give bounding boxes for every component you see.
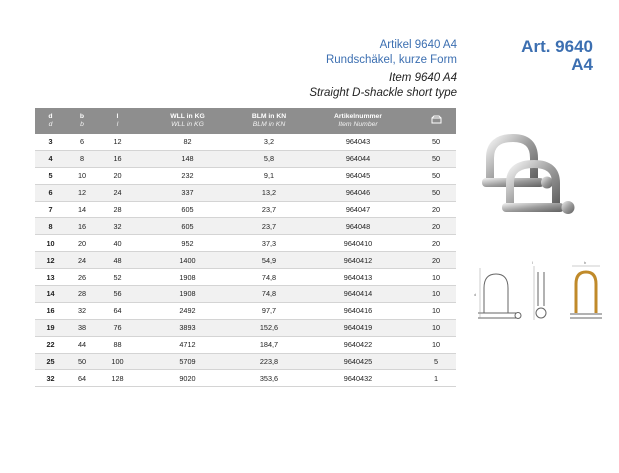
article-grade: A4 [571, 55, 593, 74]
d-shackle-photo-icon [468, 128, 588, 223]
cell-wll: 232 [137, 167, 238, 184]
cell-item-number: 9640432 [300, 370, 416, 387]
cell-item-number: 964044 [300, 150, 416, 167]
cell-package-qty: 20 [416, 235, 456, 252]
cell-l: 32 [98, 218, 137, 235]
table-header-row [35, 108, 456, 134]
col-header-b: b b [66, 108, 98, 134]
table-row [35, 218, 456, 235]
cell-package-qty: 50 [416, 134, 456, 150]
cell-l: 20 [98, 167, 137, 184]
cell-blm: 23,7 [238, 201, 300, 218]
cell-package-qty: 10 [416, 286, 456, 303]
cell-item-number: 964046 [300, 184, 416, 201]
technical-drawing-icon [466, 258, 606, 338]
cell-b: 10 [66, 167, 98, 184]
cell-package-qty: 10 [416, 302, 456, 319]
cell-d: 32 [35, 370, 66, 387]
cell-l: 48 [98, 252, 137, 269]
cell-b: 24 [66, 252, 98, 269]
cell-blm: 37,3 [238, 235, 300, 252]
cell-blm: 223,8 [238, 353, 300, 370]
cell-d: 5 [35, 167, 66, 184]
cell-blm: 152,6 [238, 319, 300, 336]
cell-wll: 148 [137, 150, 238, 167]
cell-d: 6 [35, 184, 66, 201]
cell-blm: 74,8 [238, 286, 300, 303]
table-row [35, 201, 456, 218]
table-row [35, 319, 456, 336]
cell-blm: 23,7 [238, 218, 300, 235]
cell-item-number: 9640412 [300, 252, 416, 269]
col-header-blm: BLM in KN BLM in KN [238, 108, 300, 134]
cell-item-number: 9640422 [300, 336, 416, 353]
cell-b: 38 [66, 319, 98, 336]
cell-l: 12 [98, 134, 137, 150]
cell-package-qty: 20 [416, 218, 456, 235]
col-header-package [416, 108, 456, 134]
cell-wll: 4712 [137, 336, 238, 353]
col-header-item-number: Artikelnummer Item Number [300, 108, 416, 134]
cell-package-qty: 5 [416, 353, 456, 370]
table-row [35, 269, 456, 286]
table-row [35, 235, 456, 252]
cell-package-qty: 1 [416, 370, 456, 387]
cell-package-qty: 50 [416, 150, 456, 167]
cell-wll: 337 [137, 184, 238, 201]
cell-blm: 3,2 [238, 134, 300, 150]
cell-blm: 54,9 [238, 252, 300, 269]
cell-d: 13 [35, 269, 66, 286]
cell-item-number: 964045 [300, 167, 416, 184]
table-row [35, 336, 456, 353]
cell-blm: 13,2 [238, 184, 300, 201]
cell-item-number: 964047 [300, 201, 416, 218]
table-row [35, 353, 456, 370]
cell-d: 16 [35, 302, 66, 319]
cell-d: 3 [35, 134, 66, 150]
cell-b: 20 [66, 235, 98, 252]
cell-b: 6 [66, 134, 98, 150]
table-row [35, 184, 456, 201]
cell-blm: 5,8 [238, 150, 300, 167]
cell-wll: 82 [137, 134, 238, 150]
cell-wll: 952 [137, 235, 238, 252]
cell-wll: 3893 [137, 319, 238, 336]
cell-item-number: 9640419 [300, 319, 416, 336]
title-de-line1: Artikel 9640 A4 [379, 39, 457, 51]
cell-blm: 9,1 [238, 167, 300, 184]
cell-b: 26 [66, 269, 98, 286]
table-row [35, 286, 456, 303]
cell-l: 56 [98, 286, 137, 303]
drawing-label-b: b [584, 260, 587, 265]
table-row [35, 302, 456, 319]
cell-l: 100 [98, 353, 137, 370]
cell-b: 64 [66, 370, 98, 387]
col-header-wll: WLL in KG WLL in KG [137, 108, 238, 134]
cell-blm: 97,7 [238, 302, 300, 319]
table-row [35, 167, 456, 184]
cell-package-qty: 10 [416, 269, 456, 286]
cell-d: 7 [35, 201, 66, 218]
cell-b: 44 [66, 336, 98, 353]
cell-item-number: 9640413 [300, 269, 416, 286]
cell-d: 10 [35, 235, 66, 252]
cell-item-number: 9640414 [300, 286, 416, 303]
cell-d: 25 [35, 353, 66, 370]
cell-wll: 9020 [137, 370, 238, 387]
cell-package-qty: 10 [416, 319, 456, 336]
cell-package-qty: 50 [416, 184, 456, 201]
cell-wll: 1908 [137, 286, 238, 303]
cell-b: 8 [66, 150, 98, 167]
cell-l: 64 [98, 302, 137, 319]
table-row [35, 252, 456, 269]
cell-l: 128 [98, 370, 137, 387]
cell-item-number: 964048 [300, 218, 416, 235]
cell-item-number: 9640416 [300, 302, 416, 319]
table-row [35, 150, 456, 167]
article-number: Art. 9640 [521, 37, 593, 56]
cell-b: 32 [66, 302, 98, 319]
cell-wll: 1400 [137, 252, 238, 269]
cell-d: 22 [35, 336, 66, 353]
spec-table [35, 108, 456, 387]
cell-d: 12 [35, 252, 66, 269]
cell-d: 14 [35, 286, 66, 303]
cell-item-number: 964043 [300, 134, 416, 150]
cell-blm: 74,8 [238, 269, 300, 286]
cell-package-qty: 10 [416, 336, 456, 353]
table-row [35, 134, 456, 150]
cell-b: 12 [66, 184, 98, 201]
col-header-l: l l [98, 108, 137, 134]
cell-b: 28 [66, 286, 98, 303]
cell-wll: 2492 [137, 302, 238, 319]
drawing-label-d: d [474, 292, 477, 297]
cell-l: 24 [98, 184, 137, 201]
cell-blm: 184,7 [238, 336, 300, 353]
cell-package-qty: 20 [416, 252, 456, 269]
cell-blm: 353,6 [238, 370, 300, 387]
cell-b: 14 [66, 201, 98, 218]
cell-l: 88 [98, 336, 137, 353]
cell-d: 19 [35, 319, 66, 336]
cell-wll: 5709 [137, 353, 238, 370]
cell-item-number: 9640410 [300, 235, 416, 252]
title-en-line2: Straight D-shackle short type [309, 87, 457, 99]
title-de-line2: Rundschäkel, kurze Form [325, 54, 457, 66]
cell-d: 4 [35, 150, 66, 167]
cell-l: 76 [98, 319, 137, 336]
drawing-label-l: l [532, 260, 533, 265]
cell-item-number: 9640425 [300, 353, 416, 370]
cell-b: 50 [66, 353, 98, 370]
title-en-line1: Item 9640 A4 [389, 72, 457, 84]
cell-l: 52 [98, 269, 137, 286]
cell-l: 40 [98, 235, 137, 252]
package-icon [431, 115, 442, 124]
cell-package-qty: 20 [416, 201, 456, 218]
cell-wll: 1908 [137, 269, 238, 286]
cell-wll: 605 [137, 218, 238, 235]
cell-l: 28 [98, 201, 137, 218]
col-header-d: d d [35, 108, 66, 134]
cell-b: 16 [66, 218, 98, 235]
cell-wll: 605 [137, 201, 238, 218]
table-row [35, 370, 456, 387]
cell-package-qty: 50 [416, 167, 456, 184]
cell-d: 8 [35, 218, 66, 235]
cell-l: 16 [98, 150, 137, 167]
